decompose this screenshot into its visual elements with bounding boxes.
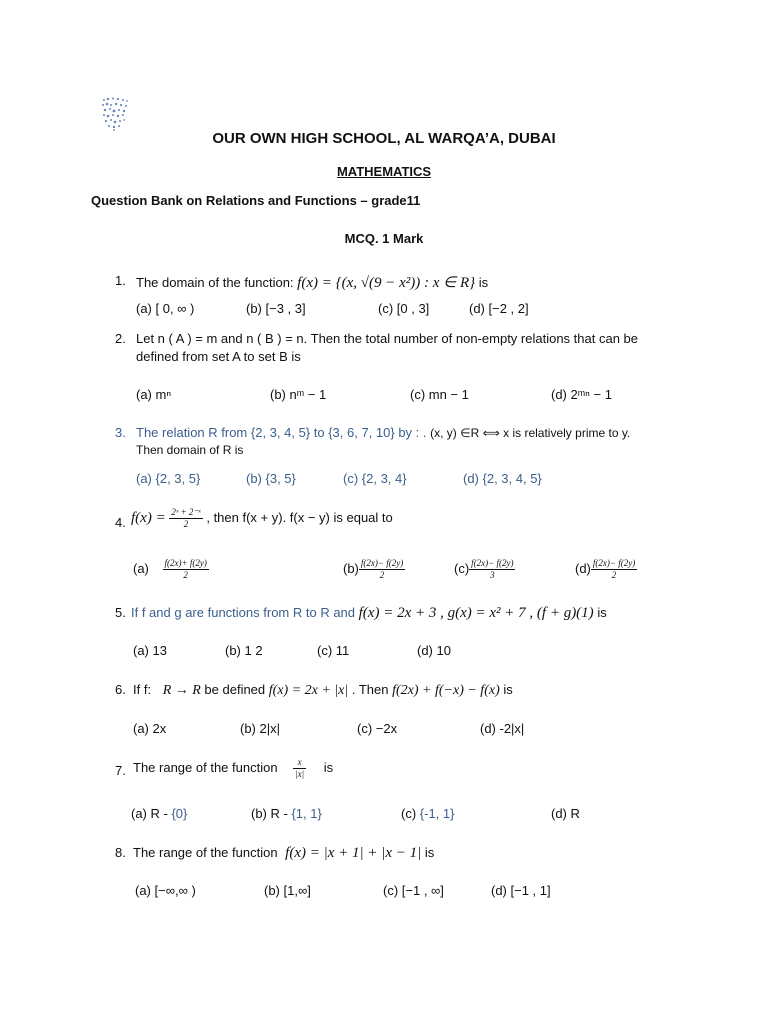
option: (d) -2|x| <box>480 721 525 736</box>
question-6: If f: R → R be defined f(x) = 2x + |x| . Then f(2x) + f(−x) − f(x) is <box>133 682 513 698</box>
school-title: OUR OWN HIGH SCHOOL, AL WARQA’A, DUBAI <box>212 130 556 147</box>
question-number: 6. <box>115 682 126 697</box>
question-math: f(x) = <box>131 509 166 526</box>
option: (a) [ 0, ∞ ) <box>136 301 195 316</box>
fraction: $\frac{\text{2ˣ + 2⁻ˣ}}{2}$ <box>171 507 201 529</box>
option: (d) $\frac{f(2x)- f(2y)}{2}$ <box>575 558 636 580</box>
option: (b) $\frac{f(2x)- f(2y)}{2}$ <box>343 558 404 580</box>
option: (a) R - {0} <box>131 806 188 821</box>
option: (d) 10 <box>417 643 451 658</box>
question-text: defined from set A to set B is <box>136 349 301 364</box>
option: (a) [−∞,∞ ) <box>135 883 196 898</box>
question-text: Let n ( A ) = m and n ( B ) = n. Then the total number of non-empty relations that can be <box>136 331 638 346</box>
subject-title: MATHEMATICS <box>336 164 432 179</box>
option: (b) R - {1, 1} <box>251 806 322 821</box>
question-text: Then domain of R is <box>136 443 244 457</box>
question-1 <box>136 273 488 292</box>
question-text: If f and g are functions from R to R and <box>131 605 356 620</box>
option: (b) 1 2 <box>225 643 263 658</box>
option: (d) [−1 , 1] <box>491 883 551 898</box>
option: (b) nᵐ − 1 <box>270 387 327 402</box>
option: (c) 11 <box>317 643 350 658</box>
option: (a) $\frac{f(2x)+ f(2y)}{2}$ <box>133 558 207 580</box>
option: (c) {-1, 1} <box>401 806 455 821</box>
option: (a) 2x <box>133 721 167 736</box>
option: (a) mⁿ <box>136 387 172 402</box>
question-3 <box>136 425 630 440</box>
school-logo <box>98 96 132 132</box>
option: (d) 2ᵐⁿ − 1 <box>551 387 612 402</box>
question-number: 5. <box>115 605 126 620</box>
option: (a) 13 <box>133 643 167 658</box>
option: (a) {2, 3, 5} <box>136 471 201 486</box>
option: (d) [−2 , 2] <box>469 301 529 316</box>
question-8: The range of the function f(x) = |x + 1| + |x − 1| is <box>133 845 435 861</box>
question-number: 8. <box>115 845 126 860</box>
option: (c) mn − 1 <box>410 387 469 402</box>
question-text: (x, y) ∈R ⟺ x is relatively prime to y. <box>430 426 631 440</box>
option: (b) {3, 5} <box>246 471 296 486</box>
question-text: , then f(x + y). f(x − y) is equal to <box>206 509 393 525</box>
question-5 <box>131 605 607 622</box>
question-number: 3. <box>115 425 126 440</box>
option: (d) R <box>551 806 580 821</box>
question-7: The range of the function $\frac{x}{|x|}$ is <box>133 757 334 779</box>
section-title: MCQ. 1 Mark <box>344 231 424 246</box>
question-number: 4. <box>115 515 126 530</box>
question-tail: is <box>597 605 607 620</box>
option: (c) [0 , 3] <box>378 301 430 316</box>
option: (c) −2x <box>357 721 398 736</box>
option: (c) $\frac{f(2x)- f(2y)}{3}$ <box>454 558 514 580</box>
option: (b) [1,∞] <box>264 883 311 898</box>
question-math: f(x) = 2x + 3 , g(x) = x² + 7 , (f + g)(1) <box>358 605 594 621</box>
option: (d) {2, 3, 4, 5} <box>463 471 542 486</box>
question-text: The relation R from {2, 3, 4, 5} to {3, 6, 7, 10} by : . <box>136 425 427 440</box>
option: (c) [−1 , ∞] <box>383 883 444 898</box>
question-number: 2. <box>115 331 126 346</box>
question-number: 1. <box>115 273 126 288</box>
question-tail: is <box>478 275 489 290</box>
bank-title: Question Bank on Relations and Functions – grade11 <box>91 193 421 208</box>
option: (b) [−3 , 3] <box>246 301 306 316</box>
question-number: 7. <box>115 763 126 778</box>
option: (b) 2|x| <box>240 721 280 736</box>
question-text: The domain of the function: <box>136 275 294 290</box>
question-4 <box>131 507 393 530</box>
question-math: f(x) = {(x, √(9 − x²)) : x ∈ R} <box>297 275 476 291</box>
option: (c) {2, 3, 4} <box>343 471 407 486</box>
